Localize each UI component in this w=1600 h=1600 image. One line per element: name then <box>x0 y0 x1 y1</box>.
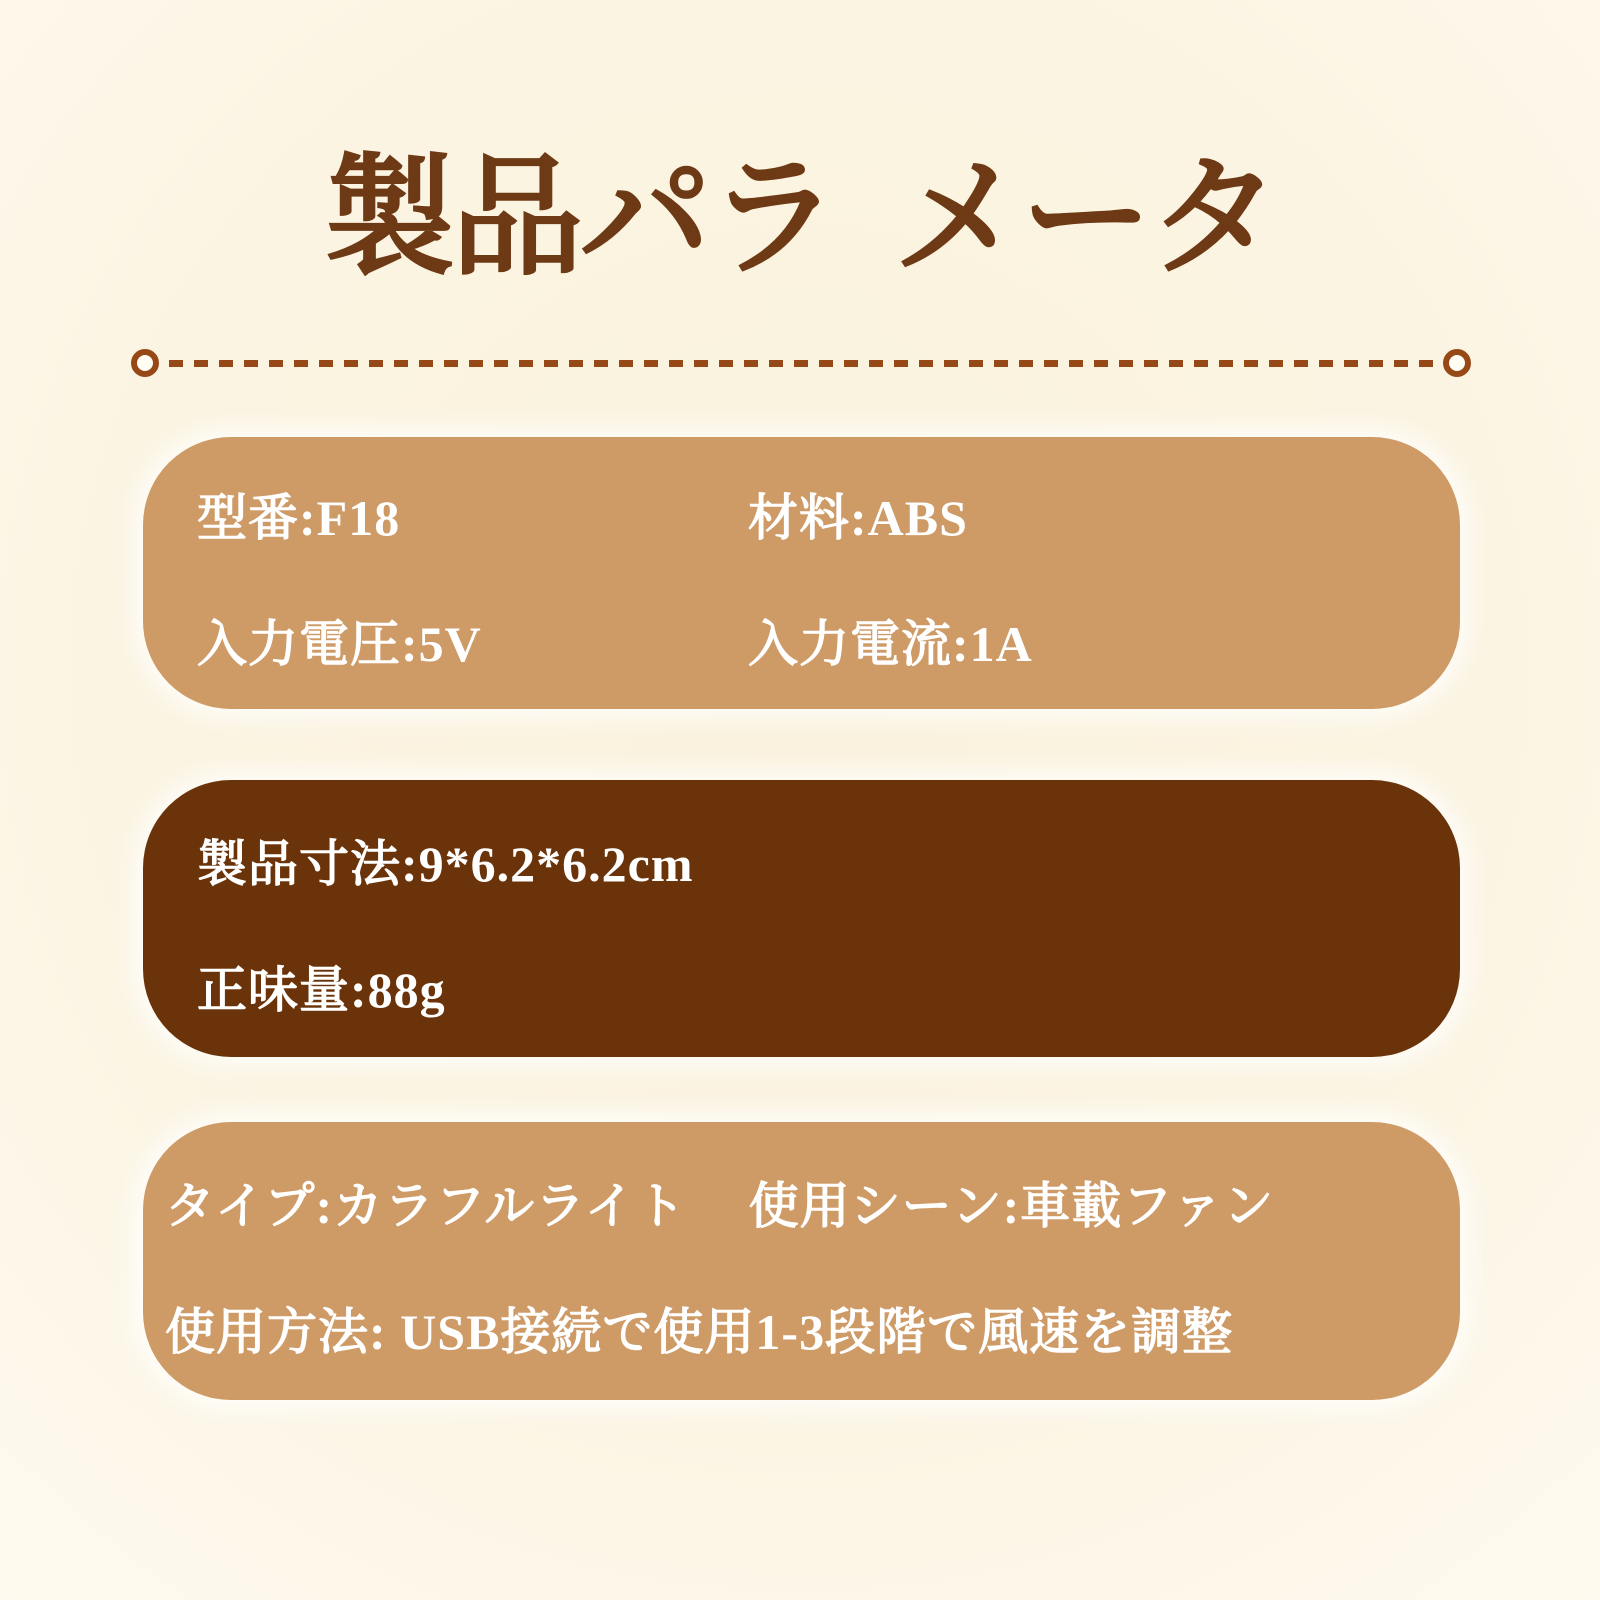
spec-row <box>197 950 1460 1022</box>
spec-model-number: 型番:F18 <box>197 490 401 546</box>
spec-input-voltage: 入力電圧:5V <box>197 616 482 672</box>
spec-material: 材料:ABS <box>748 490 968 546</box>
spec-use-scene: 使用シーン:車載ファン <box>748 1178 1275 1234</box>
spec-type: タイプ:カラフルライト <box>165 1178 687 1234</box>
spec-row <box>165 1166 1460 1238</box>
ring-start-icon <box>131 349 159 377</box>
divider <box>131 347 1471 379</box>
spec-row <box>197 824 1460 896</box>
spec-panel-basic <box>143 437 1460 709</box>
spec-panel-dimensions <box>143 780 1460 1057</box>
spec-row <box>197 604 1460 676</box>
spec-row <box>165 1292 1460 1364</box>
page-title: 製品パラ メータ <box>323 145 1277 292</box>
ring-end-icon <box>1443 349 1471 377</box>
spec-row <box>197 478 1460 550</box>
dashed-line <box>169 360 1433 367</box>
spec-panel-usage <box>143 1122 1460 1400</box>
spec-product-size: 製品寸法:9*6.2*6.2cm <box>197 835 694 892</box>
spec-usage-method: 使用方法: USB接続で使用1-3段階で風速を調整 <box>165 1304 1234 1360</box>
spec-input-current: 入力電流:1A <box>748 616 1033 672</box>
spec-net-weight: 正味量:88g <box>197 961 446 1018</box>
